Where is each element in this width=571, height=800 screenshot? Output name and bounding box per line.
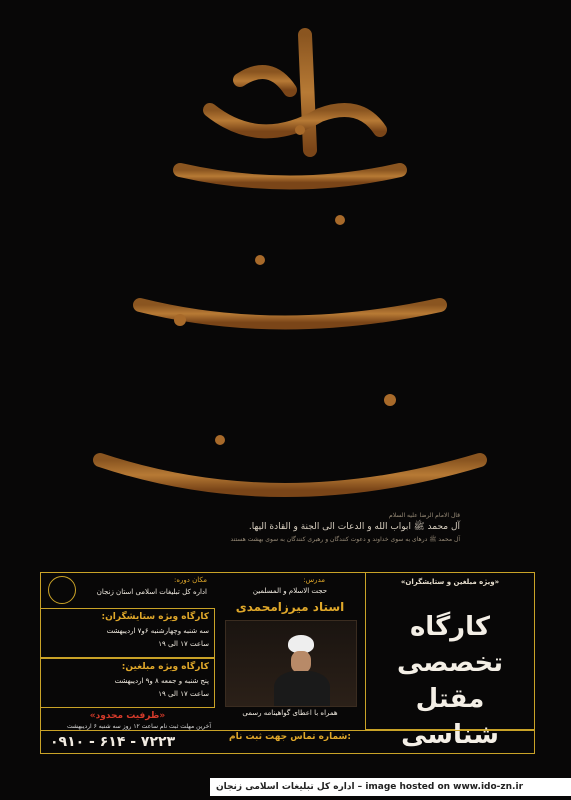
capacity-notice: «ظرفیت محدود» [89, 711, 166, 721]
title-column [365, 572, 535, 754]
phone-number: ۰۹۱۰ - ۶۱۴ - ۷۲۲۳ [50, 734, 176, 750]
title-line-4: شناسی [401, 719, 499, 750]
title-line-3: مقتل [415, 683, 485, 714]
footer-caption: اداره کل تبلیغات اسلامی زنجان – image hosted on www.ido-zn.ir [210, 778, 571, 796]
workshop-2-title: کارگاه ویژه مبلغین: [121, 662, 209, 672]
workshop-1-days: سه شنبه وچهارشنبه ۶و۷ اردیبهشت [106, 627, 209, 635]
venue-label: مکان دوره: [173, 576, 207, 584]
deadline-notice: آخرین مهلت ثبت نام ساعت ۱۲ روز سه شنبه ۶ اردیبهشت [67, 723, 211, 730]
workshop-2-days: پنج شنبه و جمعه ۸ و۹ اردیبهشت [114, 677, 209, 685]
workshop-1-time: ساعت ۱۷ الی ۱۹ [158, 640, 209, 648]
certificate-note: همراه با اعطای گواهینامه رسمی [242, 709, 338, 717]
robe-shape [274, 671, 330, 707]
teacher-column [215, 572, 365, 754]
workshop-1-title: کارگاه ویژه ستایشگران: [101, 612, 209, 622]
caption-attribution: قال الامام الرضا عليه السلام [389, 512, 460, 519]
caption-translation: آل محمد ﷺ درهای به سوی خداوند و دعوت کنندگان و رهبری کنندگان به سوی بهشت هستند [230, 536, 460, 543]
title-line-2: تخصصی [396, 647, 504, 678]
teacher-label: مدرس: [303, 576, 325, 584]
teacher-photo [225, 620, 357, 707]
venue-name: اداره کل تبلیغات اسلامی استان زنجان [96, 588, 207, 596]
audience-tag: «ویژه مبلغین و ستایشگران» [400, 578, 500, 586]
teacher-name: استاد میرزامحمدی [235, 600, 345, 614]
calligraphy-caption [160, 512, 460, 544]
workshop-2-time: ساعت ۱۷ الی ۱۹ [158, 690, 209, 698]
contact-label: شماره تماس جهت ثبت نام: [228, 732, 351, 742]
title-line-1: کارگاه [409, 612, 491, 642]
teacher-rank: حجت الاسلام و المسلمین [252, 587, 328, 595]
schedule-column [40, 572, 215, 754]
phone-row [40, 730, 535, 754]
calligraphy-artwork [60, 20, 510, 510]
caption-main: آل محمد ﷺ ابواب الله و الدعات الی الجنة و القادة الیها. [248, 522, 460, 532]
face-shape [291, 651, 311, 673]
